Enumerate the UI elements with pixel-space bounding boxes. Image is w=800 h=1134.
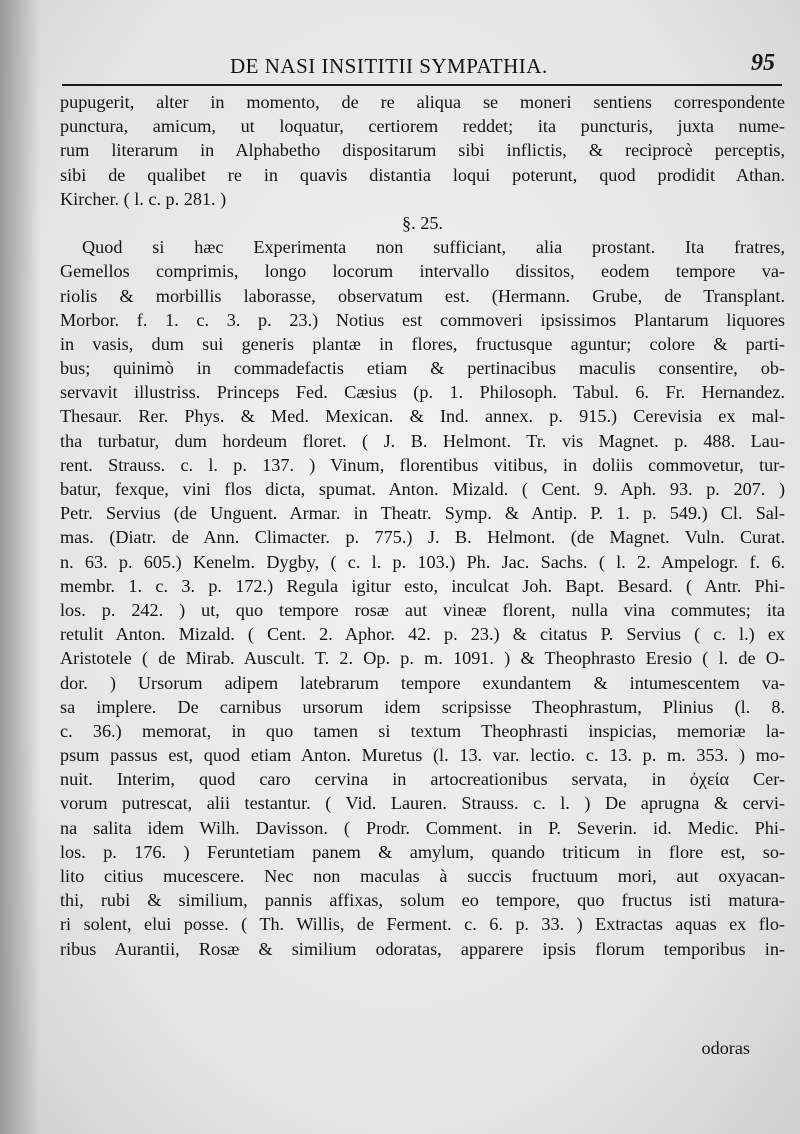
page-number: 95	[751, 50, 775, 76]
section-heading: §. 25.	[402, 212, 443, 233]
page-header	[40, 50, 775, 86]
running-title: DE NASI INSITITII SYMPATHIA.	[230, 54, 548, 78]
header-rule	[62, 84, 782, 86]
text-line: ri solent, elui posse. ( Th. Willis, de Ferment. c. 6. p. 33. ) Extractas aquas ex flo-	[60, 914, 785, 935]
text-line: Quod si hæc Experimenta non sufficiant, alia prostant. Ita fratres,	[82, 237, 785, 258]
text-line: retulit Anton. Mizald. ( Cent. 2. Aphor. 42. p. 23.) & citatus P. Servius ( c. l.) ex	[60, 624, 785, 645]
text-line: Thesaur. Rer. Phys. & Med. Mexican. & Ind. annex. p. 915.) Cerevisia ex mal-	[60, 406, 785, 427]
text-line: n. 63. p. 605.) Kenelm. Dygby, ( c. l. p. 103.) Ph. Jac. Sachs. ( l. 2. Ampelogr. f. 6.	[60, 551, 785, 572]
binding-shadow	[0, 0, 40, 1134]
text-line: punctura, amicum, ut loquatur, certiorem reddet; ita puncturis, juxta nume-	[60, 116, 785, 137]
text-line: Petr. Servius (de Unguent. Armar. in Theatr. Symp. & Antip. P. 1. p. 549.) Cl. Sal-	[60, 503, 785, 524]
body-text	[60, 90, 785, 961]
text-line: c. 36.) memorat, in quo tamen si textum Theophrasti inspicias, memoriæ la-	[60, 720, 785, 741]
text-line: tha turbatur, dum hordeum floret. ( J. B. Helmont. Tr. vis Magnet. p. 488. Lau-	[60, 430, 785, 451]
text-line: dor. ) Ursorum adipem latebrarum tempore exundantem & intumescentem va-	[60, 672, 785, 693]
text-line: los. p. 176. ) Feruntetiam panem & amylum, quando triticum in flore est, so-	[60, 841, 785, 862]
text-line: Morbor. f. 1. c. 3. p. 23.) Notius est commoveri ipsissimos Plantarum liquores	[60, 309, 785, 330]
catchword: odoras	[701, 1038, 750, 1058]
text-line: bus; quinimò in commadefactis etiam & pertinacibus maculis consentire, ob-	[60, 358, 785, 379]
text-line: rent. Strauss. c. l. p. 137. ) Vinum, florentibus vitibus, in doliis commovetur, tur-	[60, 454, 785, 475]
text-line: membr. 1. c. 3. p. 172.) Regula igitur esto, inculcat Joh. Bapt. Besard. ( Antr. Phi-	[60, 575, 785, 596]
text-line: vorum putrescat, alii testantur. ( Vid. Lauren. Strauss. c. l. ) De aprugna & cervi-	[60, 793, 785, 814]
text-line: sibi de qualibet re in quavis distantia loqui poterunt, quod prodidit Athan.	[60, 164, 785, 185]
text-line: servavit illustriss. Princeps Fed. Cæsius (p. 1. Philosoph. Tabul. 6. Fr. Hernandez.	[60, 382, 785, 403]
text-line: ribus Aurantii, Rosæ & similium odoratas, apparere ipsis florum temporibus in-	[60, 938, 785, 959]
text-line: lito citius mucescere. Nec non maculas à succis fructuum mori, aut oxyacan-	[60, 866, 785, 886]
text-line: thi, rubi & similium, pannis affixas, solum eo tempore, quo fructus isti matura-	[60, 890, 785, 911]
text-line: nuit. Interim, quod caro cervina in artocreationibus servata, in ὀχεία Cer-	[60, 769, 785, 790]
text-line: psum passus est, quod etiam Anton. Muretus (l. 13. var. lectio. c. 13. p. m. 353. ) mo-	[60, 745, 785, 766]
text-line: batur, fexque, vini flos dicta, spumat. Anton. Mizald. ( Cent. 9. Aph. 93. p. 207. )	[60, 479, 785, 499]
text-line: sa implere. De carnibus ursorum idem scripsisse Theophrastum, Plinius (l. 8.	[60, 696, 785, 717]
text-line: na salita idem Wilh. Davisson. ( Prodr. Comment. in P. Severin. id. Medic. Phi-	[60, 817, 785, 838]
text-line: Kircher. ( l. c. p. 281. )	[60, 188, 227, 209]
text-line: in vasis, dum sui generis plantæ in flores, fructusque aguntur; colore & parti-	[60, 333, 785, 354]
text-line: pupugerit, alter in momento, de re aliqua se moneri sentiens correspondente	[60, 92, 785, 112]
text-line: riolis & morbillis laborasse, observatum est. (Hermann. Grube, de Transplant.	[60, 285, 785, 306]
text-line: mas. (Diatr. de Ann. Climacter. p. 775.) J. B. Helmont. (de Magnet. Vuln. Curat.	[60, 527, 785, 548]
text-line: Aristotele ( de Mirab. Auscult. T. 2. Op. p. m. 1091. ) & Theophrasto Eresio ( l. de O-	[60, 648, 785, 669]
text-line: Gemellos comprimis, longo locorum intervallo dissitos, eodem tempore va-	[60, 261, 785, 282]
text-line: los. p. 242. ) ut, quo tempore rosæ aut vineæ florent, nulla vina commutes; ita	[60, 599, 785, 620]
text-line: rum literarum in Alphabetho dispositarum sibi inflictis, & reciprocè perceptis,	[60, 140, 785, 161]
